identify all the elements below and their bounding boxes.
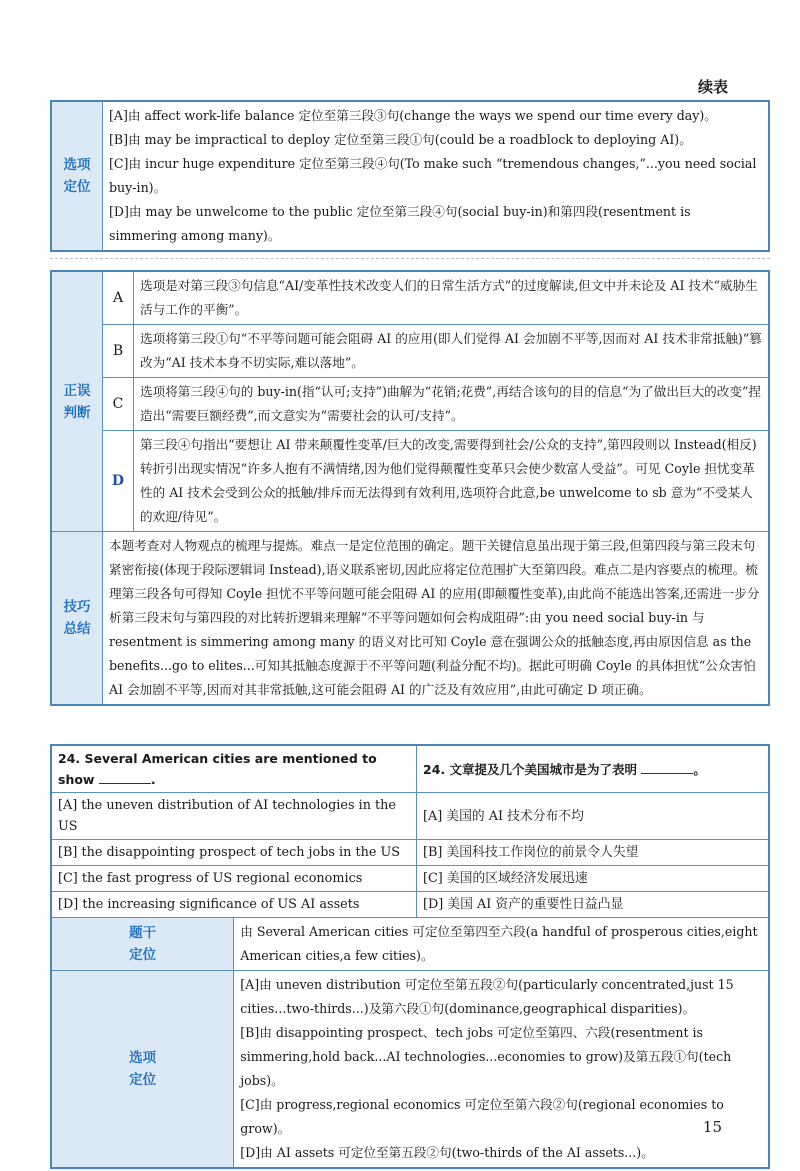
stem-location-text: 由 Several American cities 可定位至第四至六段(a handful of prosperous cities,eight American cities,a few cities)。 — [234, 918, 769, 971]
answer-blank — [99, 771, 151, 784]
option-location-content-2 — [234, 971, 769, 1169]
question-zh-end: 。 — [693, 761, 706, 777]
location-line: [D]由 may be unwelcome to the public 定位至第三段④句(social buy-in)和第四段(resentment is simmering among many)。 — [109, 204, 691, 243]
question-en-text: 24. Several American cities are mentioned to show — [58, 751, 377, 787]
judgement-text: 第三段④句指出“要想让 AI 带来颠覆性变革/巨大的改变,需要得到社会/公众的支持”,第四段则以 Instead(相反)转折引出现实情况“许多人抱有不满情绪,因为他们觉得颠覆性变革只会使少数富人受益”。可见 Coyle 担忧变革性的 AI 技术会受到公众的抵触/排斥而无法得到有效利用,选项符合此意,be unwelcome to sb 意为“不受某人的欢迎/待见”。 — [134, 431, 770, 532]
question-zh-text: 24. 文章提及几个美国城市是为了表明 — [423, 761, 637, 777]
option-en: [C] the fast progress of US regional economics — [51, 866, 417, 892]
judgement-text: 选项将第三段④句的 buy-in(指“认可;支持”)曲解为“花销;花费”,再结合该句的目的信息“为了做出巨大的改变”捏造出“需要巨额经费”,而文意实为“需要社会的认可/支持”。 — [134, 378, 770, 431]
location-line: [D]由 AI assets 可定位至第五段②句(two-thirds of the AI assets...)。 — [240, 1145, 654, 1160]
option-letter: B — [103, 325, 134, 378]
location-line: [C]由 incur huge expenditure 定位至第三段④句(To make such “tremendous changes,”...you need social buy-in)。 — [109, 156, 757, 195]
option-letter: C — [103, 378, 134, 431]
continued-label: 续表 — [697, 78, 728, 96]
option-en: [D] the increasing significance of US AI assets — [51, 892, 417, 918]
option-location-label-2 — [51, 971, 234, 1169]
judgement-label — [51, 271, 103, 532]
option-zh: [C] 美国的区域经济发展迅速 — [417, 866, 770, 892]
location-line: [B]由 disappointing prospect、tech jobs 可定位至第四、六段(resentment is simmering,hold back...AI technologies...economies to grow)及第五段①句(tech jobs)。 — [240, 1025, 732, 1088]
option-zh: [B] 美国科技工作岗位的前景令人失望 — [417, 840, 770, 866]
label-text: 技巧 总结 — [63, 599, 91, 637]
judgement-text: 选项将第三段①句“不平等问题可能会阻碍 AI 的应用(即人们觉得 AI 会加剧不平等,因而对 AI 技术非常抵触)”篡改为“AI 技术本身不切实际,难以落地”。 — [134, 325, 770, 378]
option-en: [B] the disappointing prospect of tech jobs in the US — [51, 840, 417, 866]
option-zh: [A] 美国的 AI 技术分布不均 — [417, 793, 770, 840]
tips-label — [51, 532, 103, 706]
question-zh — [417, 745, 770, 793]
location-line: [A]由 affect work-life balance 定位至第三段③句(change the ways we spend our time every day)。 — [109, 108, 717, 123]
judgement-table — [50, 270, 770, 706]
label-text: 选项 定位 — [129, 1050, 157, 1088]
option-location-table — [50, 100, 770, 252]
question-en-end: . — [150, 772, 156, 787]
question-en — [51, 745, 417, 793]
option-letter-correct: D — [103, 431, 134, 532]
option-en: [A] the uneven distribution of AI technologies in the US — [51, 793, 417, 840]
location-line: [B]由 may be impractical to deploy 定位至第三段①句(could be a roadblock to deploying AI)。 — [109, 132, 692, 147]
stem-location-label — [51, 918, 234, 971]
location-line: [A]由 uneven distribution 可定位至第五段②句(particularly concentrated,just 15 cities...two-thirds...)及第六段①句(dominance,geographical disparities)。 — [240, 977, 734, 1016]
question-24-table — [50, 744, 770, 1169]
label-text: 题干 定位 — [129, 925, 157, 963]
label-text: 选项 定位 — [63, 157, 91, 195]
page-number: 15 — [702, 1118, 722, 1136]
section-divider — [50, 258, 770, 259]
tips-text: 本题考查对人物观点的梳理与提炼。难点一是定位范围的确定。题干关键信息虽出现于第三段,但第四段与第三段末句紧密衔接(体现于段际逻辑词 Instead),语义联系密切,因此应将定位范围扩大至第四段。难点二是内容要点的梳理。梳理第三段各句可得知 Coyle 担忧不平等问题可能会阻碍 AI 的应用(即颠覆性变革),由此尚不能选出答案,还需进一步分析第三段末句与第四段的对比转折逻辑来理解“不平等问题如何会构成阻碍”:由 you need social buy-in 与 resentment is simmering among many 的语义对比可知 Coyle 意在强调公众的抵触态度,再由原因信息 as the benefits...go to elites...可知其抵触态度源于不平等问题(利益分配不均)。据此可明确 Coyle 的具体担忧“公众害怕 AI 会加剧不平等,因而对其非常抵触,这可能会阻碍 AI 的广泛及有效应用”,由此可确定 D 项正确。 — [103, 532, 770, 706]
option-letter: A — [103, 271, 134, 325]
option-zh: [D] 美国 AI 资产的重要性日益凸显 — [417, 892, 770, 918]
location-line: [C]由 progress,regional economics 可定位至第六段②句(regional economies to grow)。 — [240, 1097, 724, 1136]
judgement-text: 选项是对第三段③句信息“AI/变革性技术改变人们的日常生活方式”的过度解读,但文中并未论及 AI 技术“威胁生活与工作的平衡”。 — [134, 271, 770, 325]
answer-blank — [641, 761, 693, 774]
label-text: 正误 判断 — [63, 382, 91, 421]
option-location-content — [103, 101, 770, 251]
option-location-label — [51, 101, 103, 251]
